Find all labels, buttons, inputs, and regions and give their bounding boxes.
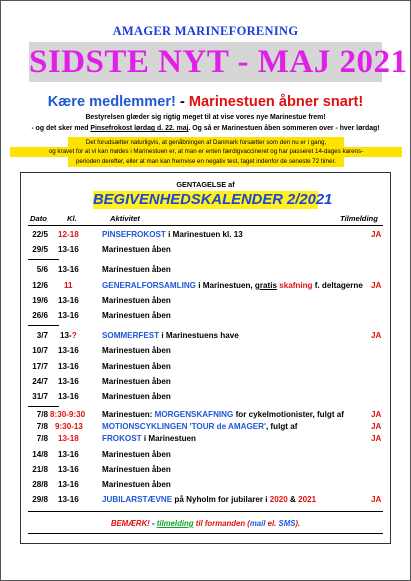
row-date: 24/7 [32,377,48,386]
row-time: 13-16 [58,377,79,386]
footer-rule-top [28,511,383,512]
notice-line-1: Det forudsætter naturligvis, at genåbningen af Danmark forsætter som den nu er i gang, [85,138,327,146]
activity-year-2: 2021 [298,495,317,504]
calendar-row [0,433,411,445]
row-date: 29/5 [32,245,48,254]
activity-name: MOTIONSCYKLINGEN 'TOUR de AMAGER' [102,422,266,431]
calendar-row [0,310,411,322]
calendar-row [0,479,411,491]
month-separator [28,325,59,326]
activity-detail: i Marinestuen, [195,281,255,290]
row-time: 13-16 [58,392,79,401]
footer-sms: SMS [278,519,296,528]
row-time: 11 [64,281,73,290]
calendar-row [0,330,411,342]
row-date: 7/8 [36,434,48,443]
greeting-separator: - [175,94,189,110]
time-start: 13- [60,331,72,340]
row-date: 12/6 [32,281,48,290]
row-activity: Marinestuen åben [102,245,171,254]
row-registration: JA [371,434,382,443]
col-head-registration: Tilmelding [340,214,378,223]
row-time: 13-16 [58,465,79,474]
notice-line-2: og kravet for at vi kan mødes i Marinestuen er, at man er enten færdigvaccineret og har passeret 14-dages karens- [10,147,402,157]
headline: SIDSTE NYT - MAJ 2021 [29,44,408,80]
activity-amp: & [287,495,299,504]
row-date: 31/7 [32,392,48,401]
row-activity: Marinestuen åben [102,465,171,474]
calendar-row [0,494,411,506]
month-separator [28,259,59,260]
header-rule [28,225,383,226]
row-date: 3/7 [36,331,48,340]
row-date: 29/8 [32,495,48,504]
intro-line-2 [0,125,411,132]
month-separator [28,406,59,407]
activity-detail: på Nyholm for jubilarer i [172,495,270,504]
activity-name: MORGENSKAFNING [154,410,234,419]
notice-line-3: perioden derefter, eller at man kan fremvise en negativ test, taget indenfor de seneste 72 timer. [75,158,337,166]
row-activity [102,409,344,421]
covid-notice [48,137,364,167]
row-activity [102,229,243,241]
row-time: 13-16 [58,296,79,305]
row-date: 5/6 [36,265,48,274]
footer-mail: mail [249,519,266,528]
row-activity: Marinestuen åben [102,296,171,305]
row-activity: Marinestuen åben [102,265,171,274]
calendar-row [0,264,411,276]
activity-detail-2: f. deltagerne [312,281,363,290]
col-head-activity: Aktivitet [110,214,140,223]
row-registration: JA [371,230,382,239]
row-date: 17/7 [32,362,48,371]
row-date: 21/8 [32,465,48,474]
row-date: 22/5 [32,230,48,239]
activity-name: FROKOST [102,434,142,443]
calendar-row [0,280,411,292]
row-date: 14/8 [32,450,48,459]
intro-line-1: Bestyrelsen glæder sig rigtig meget til at vise vores nye Marinestue frem! [85,114,326,121]
intro-line-2-post: . Og så er Marinestuen åben sommeren over - hver lørdag! [188,125,380,132]
activity-detail: for cykelmotionister, fulgt af [233,410,344,419]
row-date: 7/8 [36,422,48,431]
activity-name: GENERALFORSAMLING [102,281,196,290]
activity-detail: i Marinestuens have [159,331,239,340]
row-activity [102,280,363,292]
activity-meal: skafning [276,281,313,290]
row-activity: Marinestuen åben [102,346,171,355]
calendar-row [0,449,411,461]
activity-name: PINSEFROKOST [102,230,166,239]
col-head-kl: Kl. [67,214,77,223]
row-date: 7/8 [36,410,48,419]
row-activity [102,494,316,506]
footer-tilmelding: tilmelding [156,519,194,528]
calendar-row [0,421,411,433]
time-unknown: ? [71,331,77,340]
row-registration: JA [371,495,382,504]
org-name: AMAGER MARINEFORENING [112,24,299,38]
row-date: 10/7 [32,346,48,355]
activity-detail: i Marinestuen kl. 13 [165,230,243,239]
row-time [60,330,77,342]
row-date: 19/6 [32,296,48,305]
activity-name: JUBILARSTÆVNE [102,495,173,504]
row-time: 13-18 [58,434,79,443]
greeting [0,94,411,110]
row-time: 9:30-13 [55,422,83,431]
row-time: 13-16 [58,480,79,489]
footer-bemaerk: BEMÆRK! [110,519,150,528]
activity-detail: i Marinestuen [141,434,196,443]
repeat-label: GENTAGELSE af [176,180,235,189]
footer-rest-1: til formanden ( [193,519,250,528]
row-time: 13-16 [58,346,79,355]
row-activity: Marinestuen åben [102,392,171,401]
row-date: 28/8 [32,480,48,489]
calendar-row [0,409,411,421]
row-activity [102,330,239,342]
row-activity [102,421,297,433]
intro-pinsefrokost-date: Pinsefrokost lørdag d. 22. maj [90,125,189,132]
calendar-row [0,376,411,388]
activity-free: gratis [254,281,277,290]
greeting-opening: Marinestuen åbner snart! [188,94,364,110]
calendar-row [0,345,411,357]
calendar-row [0,295,411,307]
row-time: 13-16 [58,311,79,320]
row-activity: Marinestuen åben [102,311,171,320]
calendar-row [0,229,411,241]
footer-rule-bottom [28,533,383,534]
row-activity: Marinestuen åben [102,377,171,386]
row-registration: JA [371,422,382,431]
footer-el: el. [265,519,279,528]
row-activity [102,433,196,445]
row-time: 13-16 [58,495,79,504]
calendar-row [0,244,411,256]
row-registration: JA [371,331,382,340]
row-activity: Marinestuen åben [102,362,171,371]
calendar-row [0,391,411,403]
row-registration: JA [371,281,382,290]
row-time: 12-18 [58,230,79,239]
col-head-date: Dato [30,214,47,223]
row-date: 26/6 [32,311,48,320]
footer-note [0,519,411,528]
activity-name: SOMMERFEST [102,331,160,340]
footer-rest-2: ). [295,519,301,528]
activity-detail: , fulgt af [265,422,298,431]
row-activity: Marinestuen åben [102,480,171,489]
row-time: 13-16 [58,362,79,371]
row-time: 8:30-9:30 [50,410,86,419]
row-registration: JA [371,410,382,419]
greeting-members: Kære medlemmer! [47,94,176,110]
calendar-title: BEGIVENHEDSKALENDER 2/2021 [93,192,333,208]
row-time: 13-16 [58,245,79,254]
intro-line-2-pre: - og det sker med [31,125,91,132]
row-time: 13-16 [58,450,79,459]
row-activity: Marinestuen åben [102,450,171,459]
activity-year-1: 2020 [269,495,288,504]
calendar-row [0,361,411,373]
row-time: 13-16 [58,265,79,274]
footer-dash: - [149,519,157,528]
activity-prefix: Marinestuen: [102,410,155,419]
calendar-row [0,464,411,476]
